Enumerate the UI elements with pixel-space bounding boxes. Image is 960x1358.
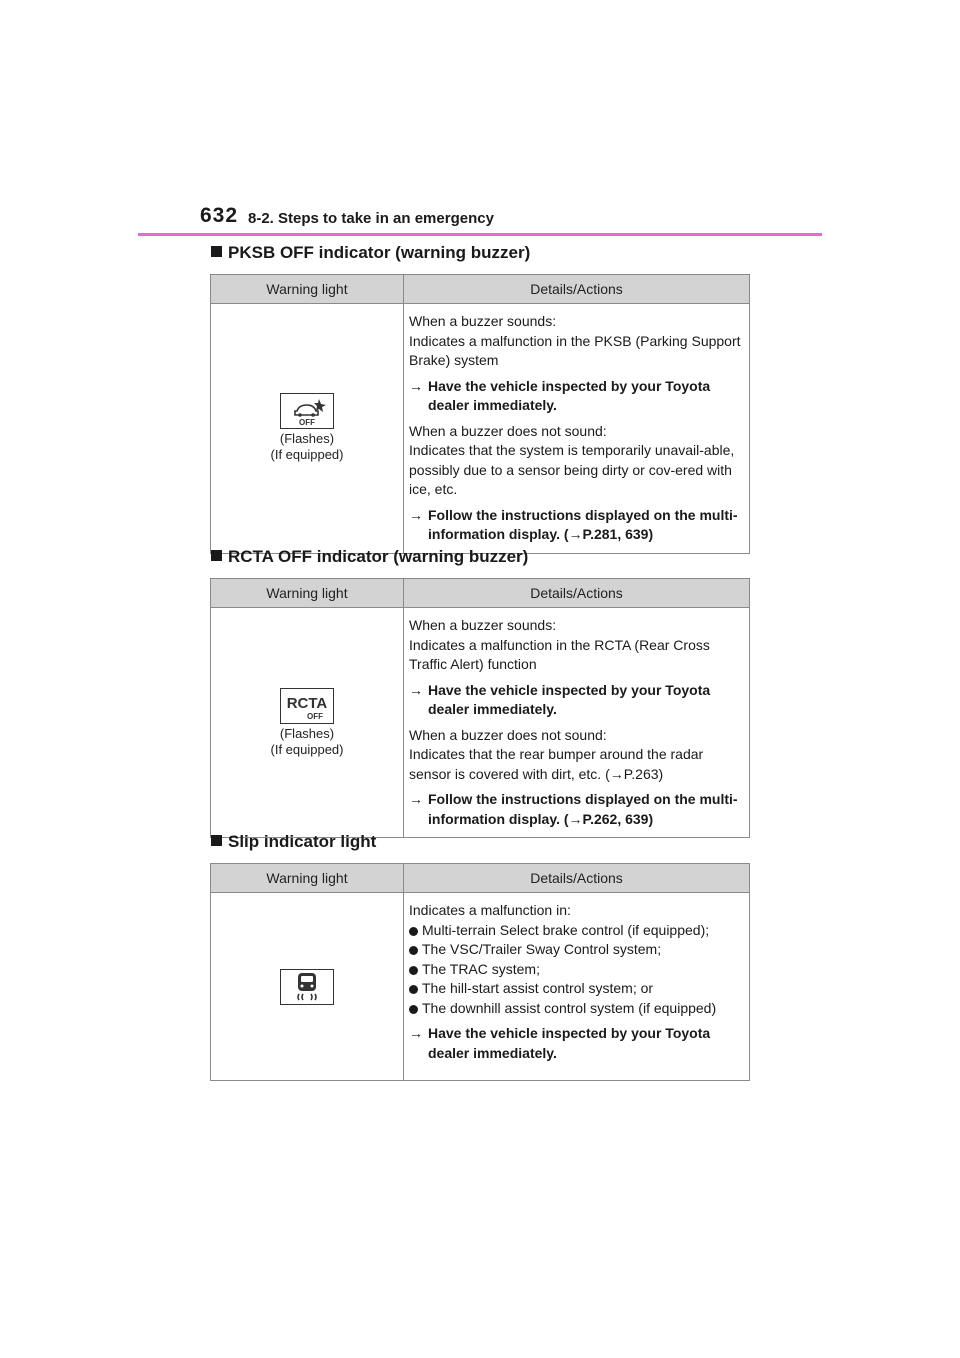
table-header-row: [211, 275, 750, 304]
action-line: → Follow the instructions displayed on the multi-information display. (→P.262, 639): [409, 791, 738, 827]
header-rule: [138, 233, 822, 236]
page-reference: P.281, 639): [582, 526, 654, 542]
warning-light-cell: [211, 893, 404, 1081]
pksb-off-icon: [280, 393, 334, 429]
detail-line: Indicates a malfunction in the PKSB (Parking Support Brake) system: [409, 332, 741, 368]
action-line: → Follow the instructions displayed on the multi-information display. (→P.281, 639): [409, 506, 738, 542]
column-header-warning-light: Warning light: [211, 275, 404, 304]
arrow-icon: →: [409, 377, 423, 394]
column-header-warning-light: Warning light: [211, 579, 404, 608]
icon-note-equipped: (If equipped): [270, 741, 344, 757]
action-line: → Have the vehicle inspected by your Toyota dealer immediately.: [409, 377, 711, 413]
square-bullet-icon: [211, 550, 222, 561]
list-item: The TRAC system;: [409, 960, 745, 980]
square-bullet-icon: [211, 835, 222, 846]
detail-line: When a buzzer does not sound:: [409, 726, 607, 743]
action-line: → Have the vehicle inspected by your Toyota dealer immediately.: [409, 1025, 711, 1061]
svg-text:OFF: OFF: [299, 418, 315, 428]
list-item: Multi-terrain Select brake control (if equipped);: [409, 921, 745, 941]
chapter-title: 8-2. Steps to take in an emergency: [248, 210, 494, 227]
table-header-row: [211, 864, 750, 893]
list-item: The VSC/Trailer Sway Control system;: [409, 940, 745, 960]
rcta-icon-label: RCTA: [286, 694, 328, 712]
pksb-warning-table: [210, 274, 750, 554]
table-row: [211, 608, 750, 838]
detail-line: Indicates a malfunction in the RCTA (Rear Cross Traffic Alert) function: [409, 636, 710, 672]
column-header-details: Details/Actions: [404, 864, 750, 893]
detail-line: When a buzzer sounds:: [409, 617, 557, 633]
table-row: [211, 893, 750, 1081]
arrow-icon: →: [568, 810, 583, 827]
arrow-icon: →: [409, 681, 423, 698]
icon-note-flashes: (Flashes): [279, 725, 335, 741]
action-line: → Have the vehicle inspected by your Toyota dealer immediately.: [409, 681, 711, 717]
bullet-dot-icon: [409, 1005, 418, 1014]
arrow-icon: →: [568, 526, 583, 542]
detail-line: When a buzzer does not sound:: [409, 422, 607, 439]
column-header-details: Details/Actions: [404, 275, 750, 304]
arrow-icon: →: [409, 506, 423, 523]
section-title-slip: Slip indicator light: [211, 832, 376, 852]
details-cell: [404, 608, 750, 838]
detail-line: Indicates a malfunction in:: [409, 902, 571, 918]
slip-indicator-icon: [280, 969, 334, 1005]
table-row: [211, 304, 750, 554]
section-title-pksb: PKSB OFF indicator (warning buzzer): [211, 243, 530, 263]
details-cell: [404, 304, 750, 554]
column-header-details: Details/Actions: [404, 579, 750, 608]
warning-light-cell: [211, 304, 404, 554]
rcta-icon-off-label: OFF: [307, 711, 323, 721]
slip-warning-table: [210, 863, 750, 1081]
page-number: 632: [200, 204, 239, 227]
bullet-dot-icon: [409, 927, 418, 936]
details-cell: [404, 893, 750, 1081]
bullet-dot-icon: [409, 946, 418, 955]
arrow-icon: →: [609, 765, 624, 782]
bullet-dot-icon: [409, 985, 418, 994]
icon-note-equipped: (If equipped): [270, 447, 344, 463]
warning-light-cell: [211, 608, 404, 838]
list-item: The hill-start assist control system; or: [409, 979, 745, 999]
bullet-dot-icon: [409, 966, 418, 975]
rcta-off-icon: [280, 688, 334, 724]
page-reference: P.262, 639): [582, 810, 654, 827]
column-header-warning-light: Warning light: [211, 864, 404, 893]
detail-line: Indicates that the system is temporarily unavail-able, possibly due to a sensor being dirty or cov-ered with ice, etc.: [409, 442, 735, 497]
table-header-row: [211, 579, 750, 608]
rcta-warning-table: [210, 578, 750, 838]
page-reference: P.263): [623, 765, 664, 782]
list-item: The downhill assist control system (if equipped): [409, 999, 745, 1019]
square-bullet-icon: [211, 246, 222, 257]
section-title-rcta: RCTA OFF indicator (warning buzzer): [211, 547, 528, 567]
detail-line: When a buzzer sounds:: [409, 313, 557, 329]
page-header: [200, 204, 822, 236]
icon-note-flashes: (Flashes): [279, 431, 335, 447]
arrow-icon: →: [409, 1025, 423, 1041]
arrow-icon: →: [409, 791, 423, 807]
detail-line: Indicates that the rear bumper around the radar sensor is covered with dirt, etc. (→P.263): [409, 746, 704, 782]
